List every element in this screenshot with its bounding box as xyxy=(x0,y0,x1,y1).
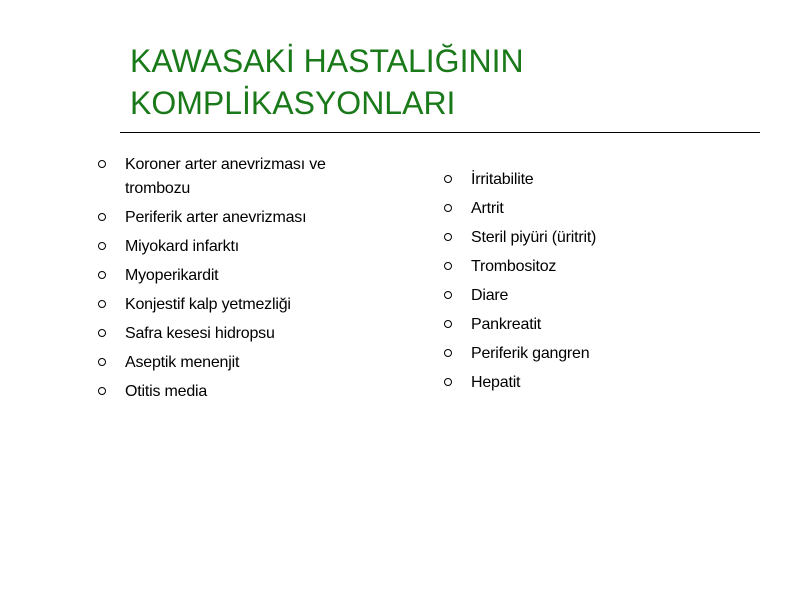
hollow-circle-icon xyxy=(98,160,106,168)
hollow-circle-icon xyxy=(444,320,452,328)
list-item-text: Steril piyüri (üritrit) xyxy=(471,229,597,246)
hollow-circle-icon xyxy=(444,175,452,183)
slide-title xyxy=(130,40,770,124)
list-item xyxy=(442,342,742,366)
list-item xyxy=(442,284,742,308)
list-item-text: Periferik gangren xyxy=(471,345,590,362)
slide-title-line-2: KOMPLİKASYONLARI xyxy=(130,85,456,121)
list-item xyxy=(96,351,386,375)
hollow-circle-icon xyxy=(444,291,452,299)
list-item xyxy=(96,235,386,259)
list-item xyxy=(442,197,742,221)
left-bullet-list xyxy=(96,153,386,409)
hollow-circle-icon xyxy=(98,271,106,279)
hollow-circle-icon xyxy=(444,349,452,357)
list-item xyxy=(96,264,386,288)
list-item xyxy=(96,322,386,346)
hollow-circle-icon xyxy=(98,329,106,337)
hollow-circle-icon xyxy=(444,233,452,241)
hollow-circle-icon xyxy=(98,213,106,221)
hollow-circle-icon xyxy=(444,262,452,270)
list-item xyxy=(442,168,742,192)
list-item-text: Myoperikardit xyxy=(125,267,219,284)
list-item xyxy=(96,206,386,230)
list-item-text: Koroner arter anevrizması ve trombozu xyxy=(125,156,326,197)
title-divider xyxy=(120,132,760,133)
list-item-text: Aseptik menenjit xyxy=(125,354,240,371)
list-item-text: Pankreatit xyxy=(471,316,542,333)
list-item xyxy=(96,153,386,201)
list-item-text: Hepatit xyxy=(471,374,521,391)
list-item xyxy=(96,293,386,317)
hollow-circle-icon xyxy=(444,204,452,212)
list-item xyxy=(442,226,742,250)
list-item-text: Periferik arter anevrizması xyxy=(125,209,307,226)
list-item-text: Artrit xyxy=(471,200,504,217)
slide-title-line-1: KAWASAKİ HASTALIĞININ xyxy=(130,43,524,79)
list-item-text: Trombositoz xyxy=(471,258,557,275)
hollow-circle-icon xyxy=(98,358,106,366)
list-item-text: Konjestif kalp yetmezliği xyxy=(125,296,291,313)
list-item-text: Miyokard infarktı xyxy=(125,238,239,255)
list-item-text: İrritabilite xyxy=(471,171,534,188)
hollow-circle-icon xyxy=(444,378,452,386)
list-item-text: Otitis media xyxy=(125,383,208,400)
right-bullet-list xyxy=(442,168,742,400)
hollow-circle-icon xyxy=(98,387,106,395)
list-item xyxy=(96,380,386,404)
list-item-text: Safra kesesi hidropsu xyxy=(125,325,275,342)
list-item xyxy=(442,255,742,279)
hollow-circle-icon xyxy=(98,242,106,250)
hollow-circle-icon xyxy=(98,300,106,308)
list-item xyxy=(442,371,742,395)
list-item-text: Diare xyxy=(471,287,509,304)
list-item xyxy=(442,313,742,337)
